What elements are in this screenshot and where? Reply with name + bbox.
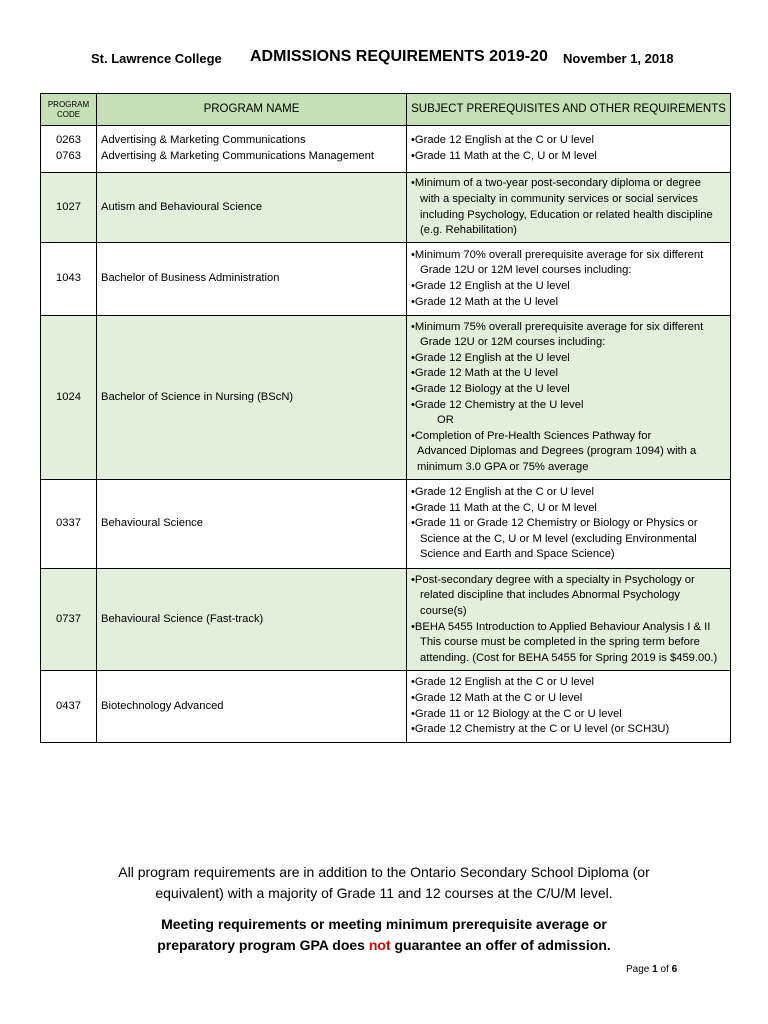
document-date: November 1, 2018 (563, 51, 674, 66)
table-row (41, 569, 731, 671)
program-code-cell: 1024 (41, 316, 97, 480)
table-row (41, 480, 731, 569)
column-header-prerequisites: SUBJECT PREREQUISITES AND OTHER REQUIREMENTS (407, 94, 731, 126)
prerequisites-cell: • Grade 12 English at the C or U level • Grade 11 Math at the C, U or M level (407, 126, 731, 173)
page-number: Page 1 of 6 (626, 964, 678, 975)
college-name: St. Lawrence College (91, 51, 222, 66)
program-code-cell: 0263 0763 (41, 126, 97, 173)
requirements-note: All program requirements are in addition to the Ontario Secondary School Diploma (or equivalent) with a majority of Grade 11 and 12 courses at the C/U/M level. (118, 864, 650, 901)
prerequisites-cell: • Grade 12 English at the C or U level • Grade 11 Math at the C, U or M level • Grade 11 or Grade 12 Chemistry or Biology or Physics or Science at the C, U or M level (excluding Environmental Science and Earth and Space Science) (407, 480, 731, 569)
program-code-cell: 0337 (41, 480, 97, 569)
prerequisites-cell: • Minimum 70% overall prerequisite average for six different Grade 12U or 12M level courses including: • Grade 12 English at the U level • Grade 12 Math at the U level (407, 243, 731, 316)
prerequisites-cell: • Minimum of a two-year post-secondary diploma or degree with a specialty in community services or social services including Psychology, Education or related health discipline (e.g. Rehabilitation) (407, 173, 731, 243)
requirements-table (40, 93, 731, 743)
program-name-cell: Advertising & Marketing Communications Advertising & Marketing Communications Management (97, 126, 407, 173)
prerequisites-cell: • Minimum 75% overall prerequisite average for six different Grade 12U or 12M courses including: • Grade 12 English at the U level • Grade 12 Math at the U level • Grade 12 Biology at the U level • Grade 12 Chemistry at the U level OR • Completion of Pre-Health Sciences Pathway for Advanced Diplomas and Degrees (program 1094) with a minimum 3.0 GPA or 75% average (407, 316, 731, 480)
table-header-row (41, 94, 731, 126)
document-title: ADMISSIONS REQUIREMENTS 2019-20 (250, 48, 548, 65)
program-name-cell: Biotechnology Advanced (97, 671, 407, 743)
admission-warning: Meeting requirements or meeting minimum prerequisite average or preparatory program GPA does not guarantee an offer of admission. (157, 916, 611, 953)
column-header-program-code: PROGRAM CODE (41, 94, 97, 126)
program-code-cell: 1027 (41, 173, 97, 243)
program-code-cell: 0737 (41, 569, 97, 671)
table-row (41, 671, 731, 743)
prerequisites-cell: • Grade 12 English at the C or U level • Grade 12 Math at the C or U level • Grade 11 or 12 Biology at the C or U level • Grade 12 Chemistry at the C or U level (or SCH3U) (407, 671, 731, 743)
program-name-cell: Bachelor of Science in Nursing (BScN) (97, 316, 407, 480)
prerequisites-cell: • Post-secondary degree with a specialty in Psychology or related discipline that includes Abnormal Psychology course(s) • BEHA 5455 Introduction to Applied Behaviour Analysis I & II This course must be completed in the spring term before attending. (Cost for BEHA 5455 for Spring 2019 is $459.00.) (407, 569, 731, 671)
program-name-cell: Autism and Behavioural Science (97, 173, 407, 243)
program-name-cell: Behavioural Science (Fast-track) (97, 569, 407, 671)
program-name-cell: Behavioural Science (97, 480, 407, 569)
program-name-cell: Bachelor of Business Administration (97, 243, 407, 316)
program-code-cell: 1043 (41, 243, 97, 316)
program-code-cell: 0437 (41, 671, 97, 743)
table-row (41, 243, 731, 316)
column-header-program-name: PROGRAM NAME (97, 94, 407, 126)
document-header (0, 48, 768, 70)
table-row (41, 316, 731, 480)
table-row (41, 126, 731, 173)
not-emphasis: not (368, 937, 391, 953)
table-row (41, 173, 731, 243)
